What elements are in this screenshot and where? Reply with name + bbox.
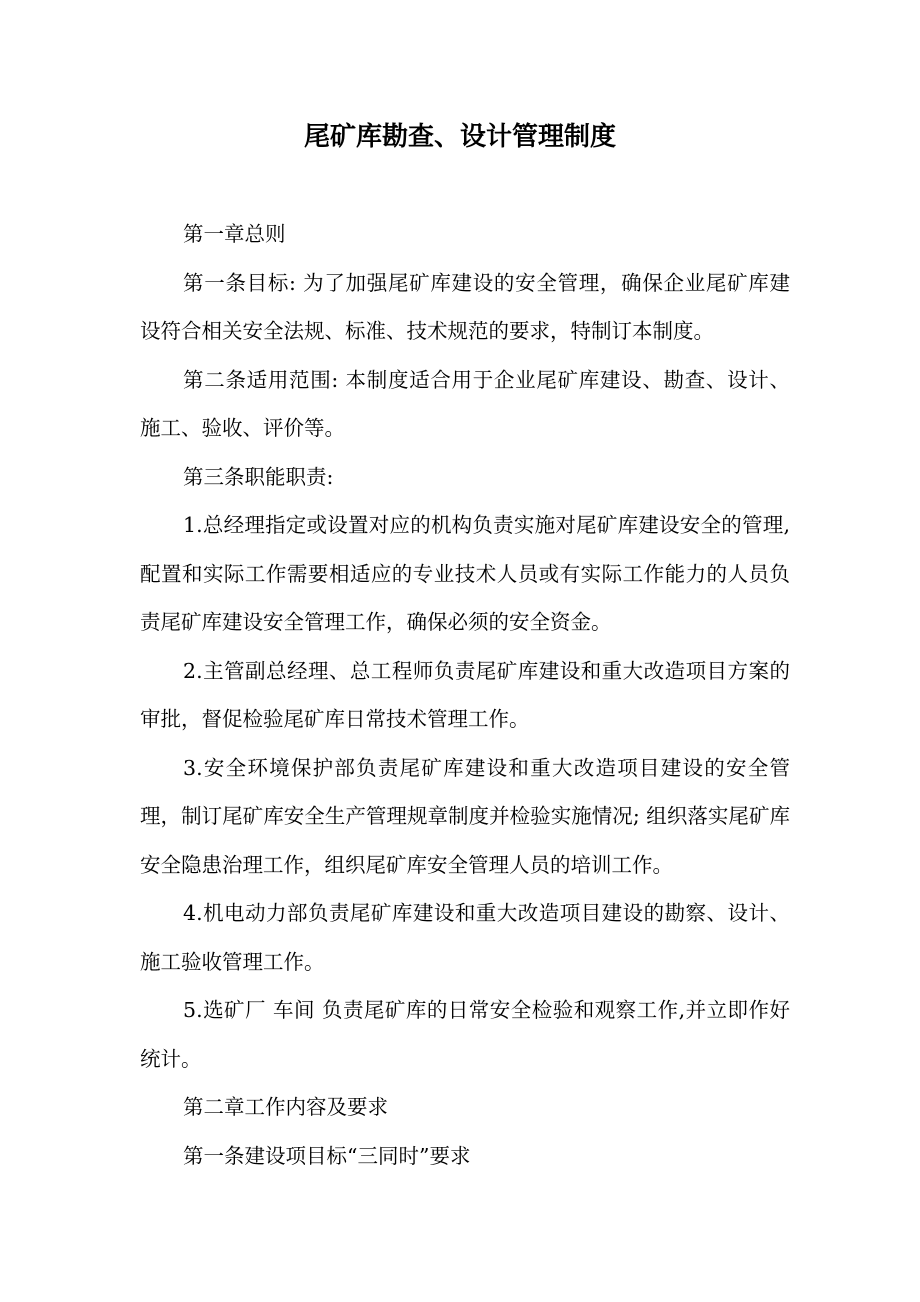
article-paragraph: 第一条建设项目标“三同时”要求 bbox=[183, 1143, 471, 1168]
chapter-heading: 第二章工作内容及要求 bbox=[183, 1095, 389, 1119]
list-item: 4.机电动力部负责尾矿库建设和重大改造项目建设的勘察、设计、施工验收管理工作。 bbox=[140, 901, 790, 974]
document-body bbox=[140, 210, 790, 1180]
article-paragraph: 第三条职能职责: bbox=[183, 464, 334, 489]
list-item: 1.总经理指定或设置对应的机构负责实施对尾矿库建设安全的管理,配置和实际工作需要相适应的专业技术人员或有实际工作能力的人员负责尾矿库建设安全管理工作，确保必须的安全资金。 bbox=[140, 513, 790, 634]
article-paragraph: 第二条适用范围: 本制度适合用于企业尾矿库建设、勘查、设计、施工、验收、评价等。 bbox=[140, 367, 790, 440]
list-item: 2.主管副总经理、总工程师负责尾矿库建设和重大改造项目方案的审批，督促检验尾矿库日常技术管理工作。 bbox=[140, 658, 790, 731]
chapter-heading: 第一章总则 bbox=[183, 222, 286, 246]
list-item: 5.选矿厂 车间 负责尾矿库的日常安全检验和观察工作,并立即作好统计。 bbox=[140, 998, 790, 1071]
article-paragraph: 第一条目标: 为了加强尾矿库建设的安全管理，确保企业尾矿库建设符合相关安全法规、标准、技术规范的要求，特制订本制度。 bbox=[140, 270, 790, 343]
document-title: 尾矿库勘查、设计管理制度 bbox=[303, 122, 616, 152]
list-item: 3.安全环境保护部负责尾矿库建设和重大改造项目建设的安全管理，制订尾矿库安全生产管理规章制度并检验实施情况; 组织落实尾矿库安全隐患治理工作，组织尾矿库安全管理人员的培训工作。 bbox=[140, 755, 790, 877]
